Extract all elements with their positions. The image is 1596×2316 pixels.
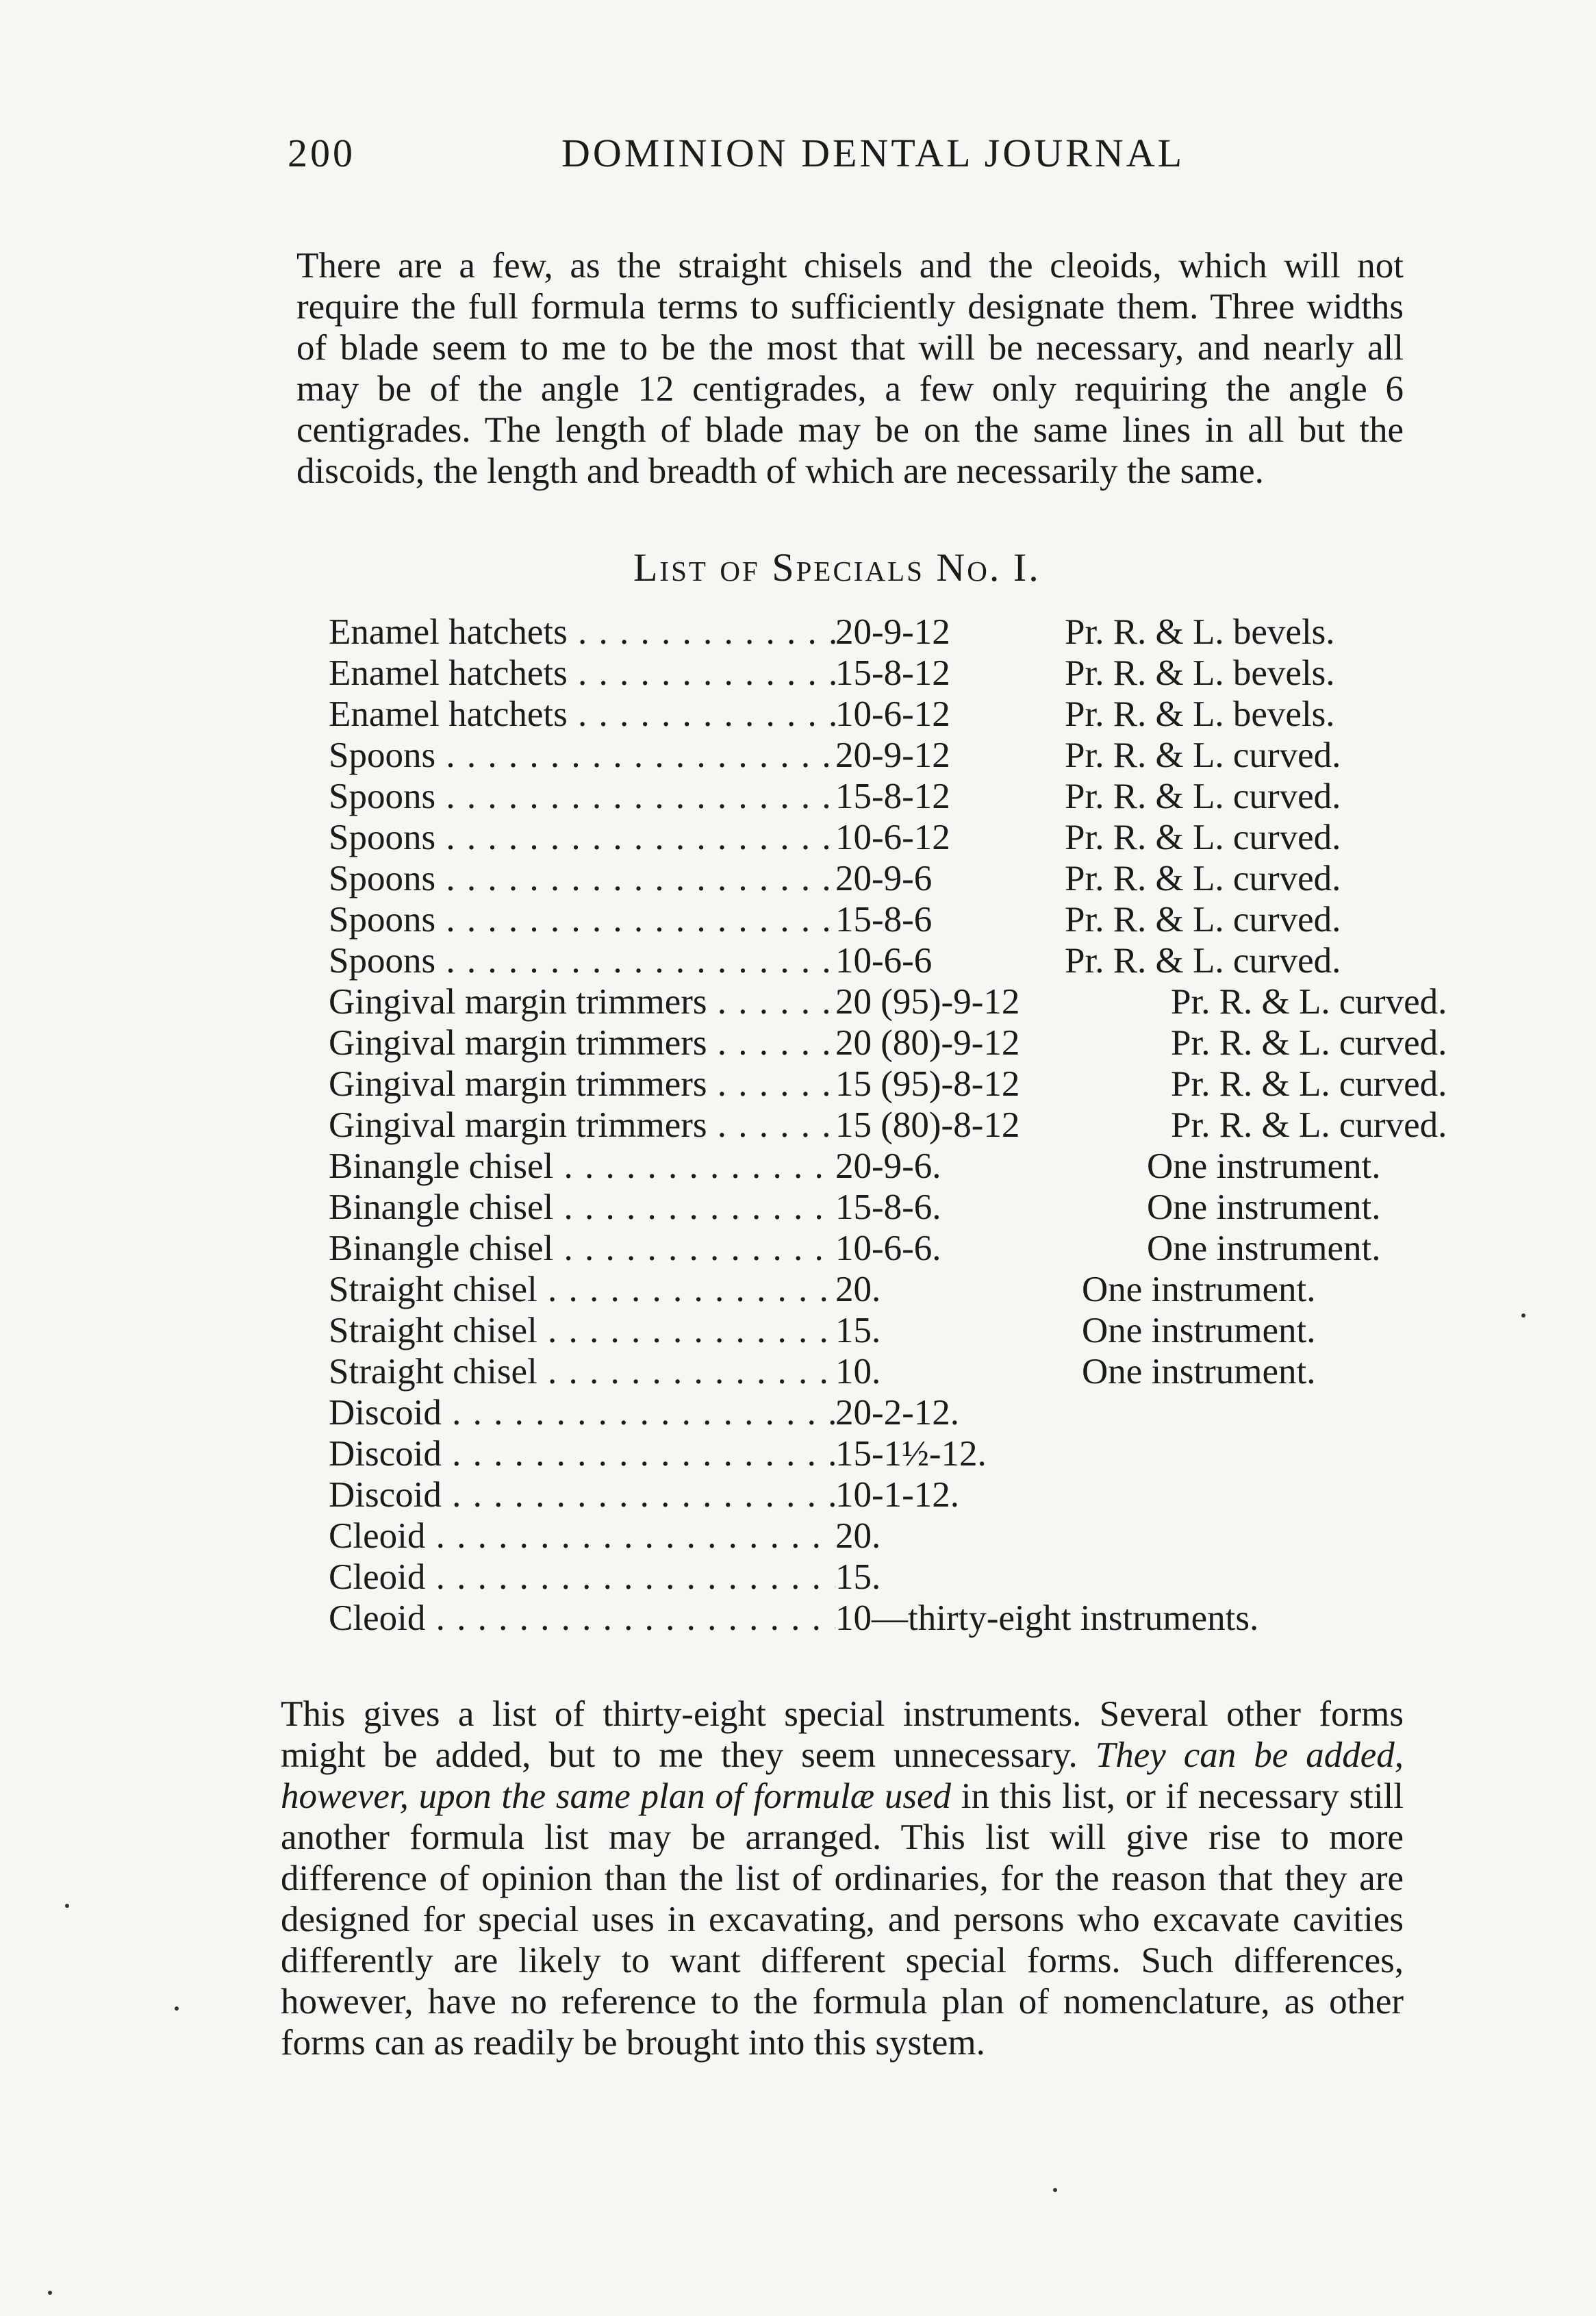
list-item	[329, 735, 1424, 776]
instrument-formula: 15-8-12	[835, 653, 950, 693]
running-head: DOMINION DENTAL JOURNAL	[561, 131, 1185, 175]
list-item	[329, 899, 1424, 940]
intro-paragraph: There are a few, as the straight chisels and the cleoids, which will not require the full formula terms to sufficiently designate them. Three widths of blade seem to me to be the most that will be necessary, and nearly all may be of the angle 12 centigrades, a few only requiring the angle 6 centigrades. The length of blade may be on the same lines in all but the discoids, the length and breadth of which are necessarily the same.	[296, 246, 1404, 491]
list-item	[329, 1269, 1424, 1310]
instrument-description: Pr. R. & L. curved.	[1171, 1064, 1447, 1104]
instrument-formula: 15.	[835, 1557, 881, 1597]
list-item	[329, 1105, 1447, 1146]
instrument-name: Spoons . . .	[329, 735, 835, 776]
list-item	[329, 940, 1424, 981]
list-item	[329, 1146, 1424, 1187]
instrument-name: Discoid . . .	[329, 1433, 835, 1474]
list-item	[329, 694, 1424, 735]
page-header	[288, 130, 1410, 185]
instrument-description: Pr. R. & L. curved.	[1065, 941, 1341, 981]
instrument-description: One instrument.	[1082, 1352, 1316, 1392]
instrument-name: Spoons . . .	[329, 940, 835, 981]
closing-text-part1: This gives a list of thirty-eight special instruments. Several other forms might be added, but to me they seem unnecessary.	[281, 1694, 1404, 1775]
instrument-description: Pr. R. & L. bevels.	[1065, 612, 1335, 652]
instrument-formula: 20.	[835, 1516, 881, 1556]
list-title: List of Specials No. I.	[633, 545, 1041, 590]
instrument-name: Straight chisel . . .	[329, 1351, 835, 1392]
list-item	[329, 1310, 1424, 1351]
list-item	[329, 1187, 1424, 1228]
instrument-name: Spoons . . .	[329, 899, 835, 940]
list-item	[329, 1557, 1424, 1598]
instrument-name: Gingival margin trimmers . . .	[329, 1063, 835, 1105]
instrument-name: Cleoid . . .	[329, 1598, 835, 1639]
instrument-formula: 10-6-6.	[835, 1229, 941, 1268]
closing-text-italic: They can be added, however, upon the same plan of formulæ used	[281, 1735, 1404, 1816]
page-number: 200	[288, 131, 355, 175]
instrument-formula: 10-6-6	[835, 941, 933, 981]
instrument-name: Straight chisel . . .	[329, 1269, 835, 1310]
instrument-formula: 20-9-6	[835, 859, 933, 898]
instrument-formula: 20-9-12	[835, 612, 950, 652]
instrument-description: Pr. R. & L. curved.	[1171, 1105, 1447, 1145]
list-item	[329, 1022, 1447, 1063]
instrument-name: Spoons . . .	[329, 776, 835, 817]
instrument-name: Gingival margin trimmers . . .	[329, 981, 835, 1022]
instrument-description: One instrument.	[1147, 1187, 1381, 1227]
instrument-formula: 15.	[835, 1311, 881, 1350]
instrument-description: Pr. R. & L. curved.	[1065, 777, 1341, 816]
list-item	[329, 1433, 1424, 1474]
instrument-formula: 20.	[835, 1270, 881, 1309]
closing-text-part2: in this list, or if necessary still another formula list may be arranged. This list will give rise to more difference of opinion than the list of ordinaries, for the reason that they are designed for special uses in excavating, and persons who excavate cavities differently are likely to want different special forms. Such differences, however, have no reference to the formula plan of nomenclature, as other forms can as readily be brought into this system.	[281, 1776, 1404, 2063]
instrument-formula: 15-8-6.	[835, 1187, 941, 1227]
instrument-formula: 10.	[835, 1352, 881, 1392]
instrument-name: Straight chisel . . .	[329, 1310, 835, 1351]
instrument-formula: 15-8-12	[835, 777, 950, 816]
instrument-formula: 10-6-12	[835, 818, 950, 857]
instrument-formula: 20-9-12	[835, 735, 950, 775]
instrument-name: Discoid . . .	[329, 1392, 835, 1433]
instrument-name: Enamel hatchets . . .	[329, 612, 835, 653]
instrument-name: Enamel hatchets . . .	[329, 694, 835, 735]
list-item	[329, 1063, 1447, 1105]
instrument-name: Cleoid . . .	[329, 1557, 835, 1598]
list-item	[329, 981, 1447, 1022]
instrument-description: Pr. R. & L. curved.	[1065, 735, 1341, 775]
instrument-name: Enamel hatchets . . .	[329, 653, 835, 694]
instrument-formula: 10-6-12	[835, 694, 950, 734]
instrument-name: Binangle chisel . . .	[329, 1187, 835, 1228]
instrument-description: Pr. R. & L. curved.	[1065, 900, 1341, 940]
instrument-formula: 15 (80)-8-12	[835, 1105, 1020, 1145]
instrument-description: Pr. R. & L. curved.	[1065, 818, 1341, 857]
instrument-description: One instrument.	[1082, 1270, 1316, 1309]
instrument-formula: 20 (95)-9-12	[835, 982, 1020, 1022]
list-item	[329, 858, 1424, 899]
list-item	[329, 1598, 1424, 1639]
specials-list	[329, 612, 1447, 1639]
list-item	[329, 612, 1424, 653]
instrument-formula: 15-1½-12.	[835, 1434, 987, 1474]
instrument-name: Gingival margin trimmers . . .	[329, 1105, 835, 1146]
instrument-description: Pr. R. & L. curved.	[1065, 859, 1341, 898]
margin-speck	[48, 2291, 52, 2295]
instrument-formula: 20-9-6.	[835, 1146, 941, 1186]
list-item	[329, 1392, 1424, 1433]
list-item	[329, 1474, 1424, 1515]
closing-paragraph	[281, 1694, 1404, 2063]
margin-speck	[1521, 1313, 1525, 1318]
instrument-description: Pr. R. & L. curved.	[1171, 1023, 1447, 1063]
margin-speck	[175, 2006, 179, 2011]
margin-speck	[65, 1904, 69, 1908]
list-item	[329, 1515, 1424, 1557]
list-item	[329, 1351, 1424, 1392]
instrument-formula: 15-8-6	[835, 900, 933, 940]
instrument-description: One instrument.	[1082, 1311, 1316, 1350]
margin-speck	[1053, 2188, 1057, 2192]
list-item	[329, 1228, 1424, 1269]
instrument-name: Gingival margin trimmers . . .	[329, 1022, 835, 1063]
instrument-formula: 15 (95)-8-12	[835, 1064, 1020, 1104]
instrument-name: Spoons . . .	[329, 817, 835, 858]
instrument-description: Pr. R. & L. bevels.	[1065, 653, 1335, 693]
instrument-name: Spoons . . .	[329, 858, 835, 899]
instrument-name: Binangle chisel . . .	[329, 1146, 835, 1187]
instrument-name: Cleoid . . .	[329, 1515, 835, 1557]
instrument-formula: 20 (80)-9-12	[835, 1023, 1020, 1063]
list-item	[329, 776, 1424, 817]
instrument-formula: 10—thirty-eight instruments.	[835, 1598, 1259, 1638]
instrument-description: Pr. R. & L. curved.	[1171, 982, 1447, 1022]
instrument-formula: 10-1-12.	[835, 1475, 960, 1515]
instrument-name: Binangle chisel . . .	[329, 1228, 835, 1269]
instrument-description: One instrument.	[1147, 1146, 1381, 1186]
instrument-description: Pr. R. & L. bevels.	[1065, 694, 1335, 734]
instrument-formula: 20-2-12.	[835, 1393, 960, 1433]
instrument-description: One instrument.	[1147, 1229, 1381, 1268]
list-item	[329, 817, 1424, 858]
instrument-name: Discoid . . .	[329, 1474, 835, 1515]
list-item	[329, 653, 1424, 694]
